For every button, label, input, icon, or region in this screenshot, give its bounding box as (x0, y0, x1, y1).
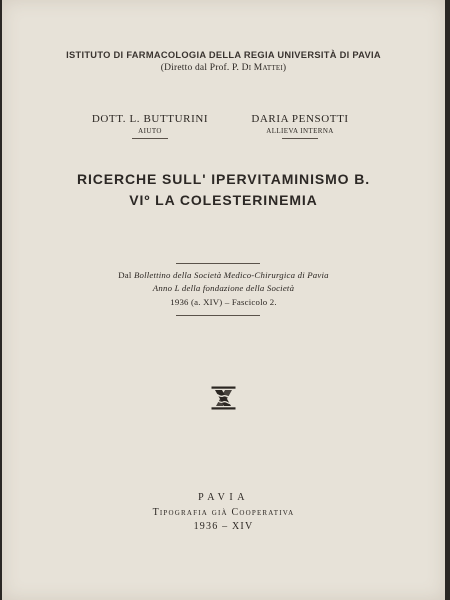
source-line-3: 1936 (a. XIV) – Fascicolo 2. (170, 297, 277, 307)
document-page (2, 0, 445, 600)
director-line (2, 63, 445, 73)
author-butturini (90, 113, 210, 139)
journal-name: Bollettino della Società Medico-Chirurgica di Pavia (133, 270, 329, 280)
director-name: Di Mattei (241, 63, 283, 73)
author-role: ALLIEVA INTERNA (266, 127, 334, 135)
author-pensotti (238, 113, 362, 139)
printer-monogram-icon (211, 386, 236, 410)
author-name: DOTT. L. BUTTURINI (91, 113, 209, 125)
source-line-2: Anno L della fondazione della Società (152, 283, 295, 293)
author-name: DARIA PENSOTTI (251, 113, 349, 125)
author-underline (132, 138, 168, 139)
publication-year: 1936 – XIV (193, 521, 254, 532)
author-role: AIUTO (138, 127, 162, 135)
divider-bottom (176, 315, 260, 316)
institute-heading: ISTITUTO DI FARMACOLOGIA DELLA REGIA UNIVERSITÀ DI PAVIA (66, 50, 381, 60)
publisher-name: Tipografia già Cooperativa (152, 507, 295, 518)
director-prefix: (Diretto dal Prof. P. (160, 63, 242, 73)
director-suffix: ) (282, 63, 287, 73)
title-line-1: RICERCHE SULL' IPERVITAMINISMO B. (76, 171, 371, 187)
divider-top (176, 263, 260, 264)
publisher-city: PAVIA (198, 492, 249, 503)
source-prefix: Dal (118, 270, 134, 280)
source-line-1 (2, 270, 445, 280)
author-underline (282, 138, 318, 139)
title-line-2: VIº LA COLESTERINEMIA (129, 192, 318, 208)
